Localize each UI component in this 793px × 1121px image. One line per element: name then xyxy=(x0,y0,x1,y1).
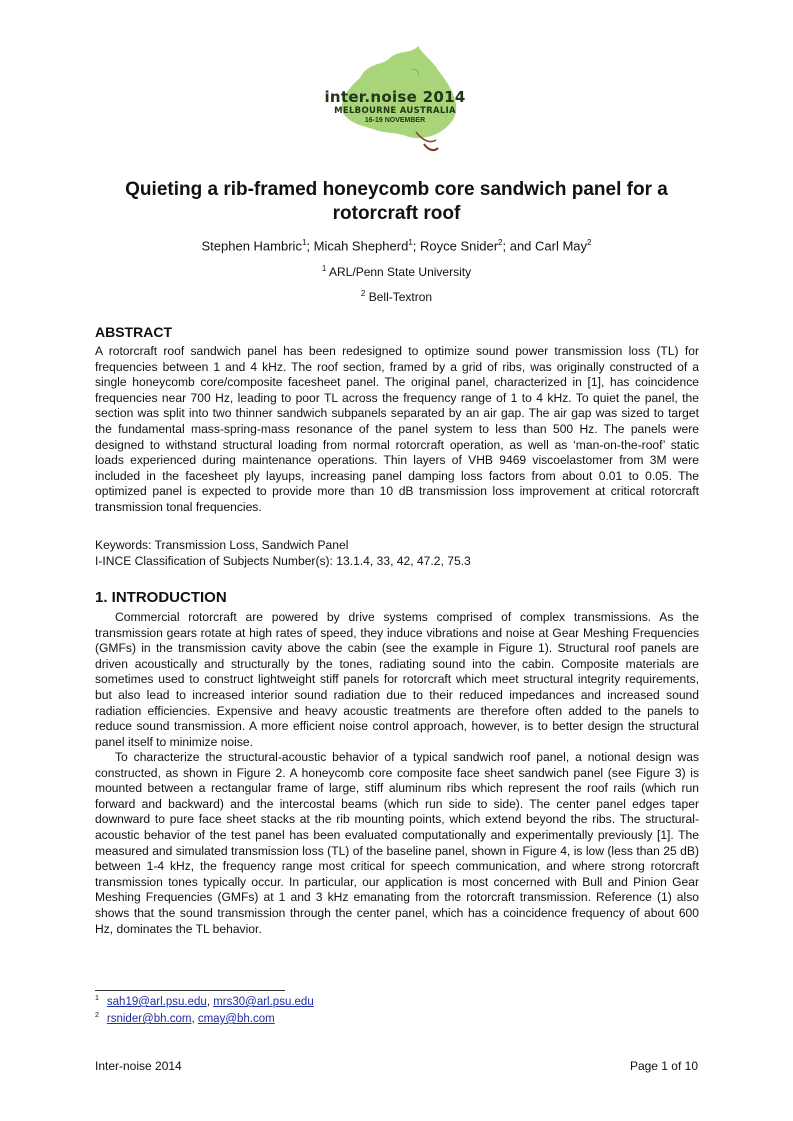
footnote-number: 1 xyxy=(95,995,99,1002)
introduction-paragraph-2: To characterize the structural-acoustic behavior of a typical sandwich roof panel, a notional design was constructed, as shown in Figure 2. A honeycomb core composite face sheet sandwich panel (see Figure 3) is mounted between a rectangular frame of large, stiff aluminum ribs which represent the roof rails (which run forward and backward) and the intercostal beams (which run side to side). The center panel edges taper downward to pure face sheet stacks at the rib mounting points, which extend beyond the ribs. The structural-acoustic behavior of the test panel has been evaluated computationally and experimentally previously [1]. The measured and simulated transmission loss (TL) of the baseline panel, shown in Figure 4, is low (less than 25 dB) between 1-4 kHz, the frequency range most critical for speech communication, and where strong rotorcraft transmission tones typically occur. In particular, our application is most concerned with Bull and Pinion Gear Meshing Frequencies (GMFs) at 1 and 3 kHz emanating from the rotorcraft transmission. Reference (1) also shows that the sound transmission through the center panel, which has a coincidence frequency of about 600 Hz, dominates the TL behavior. xyxy=(95,750,699,936)
author-separator: ; xyxy=(412,238,420,254)
logo-title: inter.noise 2014 xyxy=(324,88,466,106)
affiliation-name: ARL/Penn State University xyxy=(329,265,472,279)
footnote-rule xyxy=(95,990,285,991)
conference-logo xyxy=(320,40,470,162)
affiliation-2 xyxy=(80,289,713,304)
footnote-1: $^1$ sah19@arl.psu.edu, mrs30@arl.psu.edu xyxy=(95,995,314,1008)
author-separator: ; xyxy=(306,238,314,254)
paper-title: Quieting a rib-framed honeycomb core sandwich panel for a rotorcraft roof xyxy=(125,179,668,224)
author-affiliation-mark: 1 xyxy=(301,238,307,247)
author-name: Micah Shepherd xyxy=(313,238,409,254)
footnote-2: $^2$ rsnider@bh.com, cmay@bh.com xyxy=(95,1012,275,1025)
keywords: Keywords: Transmission Loss, Sandwich Panel xyxy=(95,538,349,552)
footnote-number: 2 xyxy=(95,1012,99,1019)
introduction-heading: 1. INTRODUCTION xyxy=(95,589,227,606)
footer-conference: Inter-noise 2014 xyxy=(95,1059,182,1073)
author-separator: ; and xyxy=(502,238,536,254)
email-link[interactable]: rsnider@bh.com xyxy=(106,1012,192,1025)
author-name: Stephen Hambric xyxy=(201,238,302,254)
affiliation-name: Bell-Textron xyxy=(368,290,433,304)
affiliation-number: 1 xyxy=(321,264,327,273)
affiliation-number: 2 xyxy=(360,289,366,298)
logo-dates: 16-19 NOVEMBER xyxy=(364,117,426,124)
author-affiliation-mark: 2 xyxy=(587,238,592,247)
author-affiliation-mark: 1 xyxy=(408,238,413,247)
author-affiliation-mark: 2 xyxy=(498,238,503,247)
author-name: Carl May xyxy=(535,238,588,254)
author-name: Royce Snider xyxy=(420,238,499,254)
classification: I-INCE Classification of Subjects Number(s): 13.1.4, 33, 42, 47.2, 75.3 xyxy=(95,554,471,568)
abstract-text: A rotorcraft roof sandwich panel has been redesigned to optimize sound power transmission loss (TL) for frequencies between 1 and 4 kHz. The roof section, framed by a grid of ribs, was originally constructed of a single honeycomb core/composite facesheet panel. The original panel, characterized in [1], has coincidence frequencies near 700 Hz, leading to poor TL across the frequency range of 1 to 4 kHz. To quiet the panel, the section was split into two thinner sandwich subpanels separated by an air gap. The air gap was sized to target the fundamental mass-spring-mass resonance of the panel system to less than 500 Hz. The panels were designed to withstand structural loading from normal rotorcraft operation, as well as ‘man-on-the-roof’ static loads experienced during maintenance operations. Thin layers of VHB 9469 viscoelastomer from 3M were included in the facesheet ply layups, increasing panel damping loss factors from about 0.01 to 0.05. The optimized panel is expected to provide more than 10 dB transmission loss improvement at critical rotorcraft transmission tonal frequencies. xyxy=(95,344,699,514)
affiliation-1 xyxy=(80,264,713,279)
author-list xyxy=(80,238,713,253)
logo-location: MELBOURNE AUSTRALIA xyxy=(334,106,456,116)
introduction-paragraph-1: Commercial rotorcraft are powered by drive systems comprised of complex transmissions. As the transmission gears rotate at high rates of speed, they induce vibrations and noise at Gear Meshing Frequencies (GMFs) in the transmission cavity above the cabin (see the example in Figure 1). Structural roof panels are driven acoustically and structurally by the tones, radiating sound into the cabin. Composite materials are sometimes used to construct lightweight stiff panels for rotorcraft which meet structural integrity requirements, but also lead to increased interior sound radiation due to their reduced impedances and increased sound radiation efficiencies. Expensive and heavy acoustic treatments are therefore often added to the panels to reduce sound transmission. A more efficient noise control approach, however, is to better design the structural panel itself to minimize noise. xyxy=(95,610,699,749)
email-link[interactable]: sah19@arl.psu.edu xyxy=(106,995,207,1008)
abstract-heading: ABSTRACT xyxy=(95,324,172,340)
footer-page-number: Page 1 of 10 xyxy=(629,1059,698,1073)
email-link[interactable]: mrs30@arl.psu.edu xyxy=(213,995,314,1008)
email-link[interactable]: cmay@bh.com xyxy=(197,1012,275,1025)
